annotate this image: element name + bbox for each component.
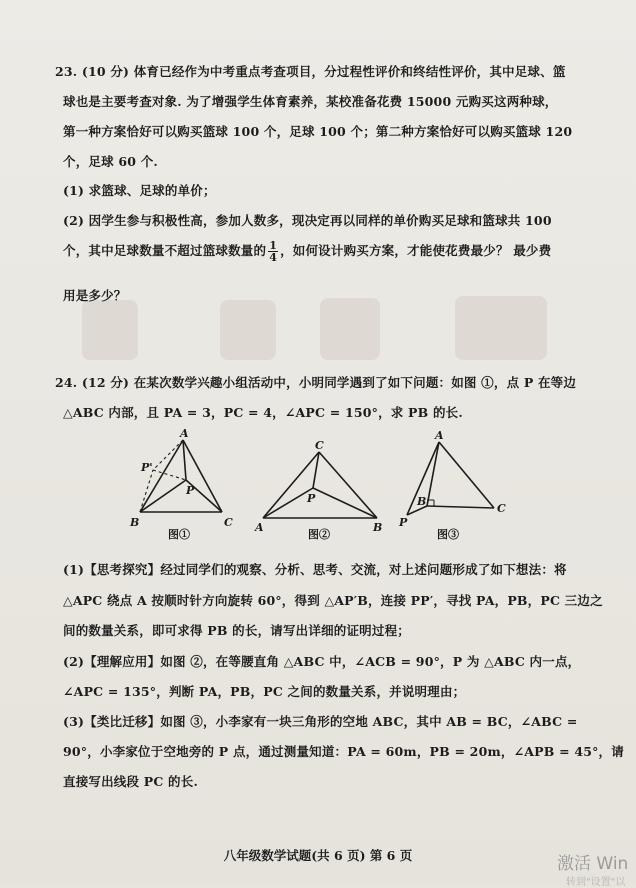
fraction-numerator: 1 bbox=[269, 239, 278, 252]
bleed-through-shape bbox=[320, 298, 380, 360]
q23-line-2: 球也是主要考查对象. 为了增强学生体育素养，某校准备花费 15000 元购买这两种球， bbox=[63, 94, 558, 109]
q23-line-3: 第一种方案恰好可以购买篮球 100 个，足球 100 个；第二种方案恰好可以购买篮球 120 bbox=[63, 124, 573, 139]
q24-line-1: 24. (12 分) 在某次数学兴趣小组活动中，小明同学遇到了如下问题：如图 ①，点 P 在等边 bbox=[55, 375, 577, 390]
q24-part-3-line-1: (3)【类比迁移】如图 ③，小李家有一块三角形的空地 ABC，其中 AB = BC，∠ABC = bbox=[63, 714, 578, 729]
q23-part-2-line-2 bbox=[63, 240, 608, 263]
bleed-through-shape bbox=[82, 300, 138, 360]
fig2-label-B: B bbox=[373, 521, 383, 534]
q24-line-2: △ABC 内部，且 PA = 3，PC = 4，∠APC = 150°，求 PB 的长. bbox=[63, 405, 463, 420]
q23-part-2-text-b: ，如何设计购买方案，才能使花费最少？ 最少费 bbox=[280, 243, 552, 258]
q24-part-2-line-2: ∠APC = 135°，判断 PA，PB，PC 之间的数量关系，并说明理由； bbox=[63, 684, 466, 699]
q24-part-3-line-2: 90°，小李家位于空地旁的 P 点，通过测量知道：PA = 60m，PB = 20m，∠APB = 45°，请 bbox=[63, 744, 624, 759]
fig1-label-B: B bbox=[130, 516, 140, 529]
fig2-caption: 图② bbox=[308, 528, 330, 541]
q24-part-1-line-3: 间的数量关系，即可求得 PB 的长，请写出详细的证明过程； bbox=[63, 623, 410, 638]
fig3-label-C: C bbox=[497, 502, 506, 515]
fig3-label-B: B bbox=[417, 495, 427, 508]
q23-part-2-text-a: 个，其中足球数量不超过篮球数量的 bbox=[63, 243, 267, 258]
activation-watermark: 激活 Win bbox=[557, 854, 629, 874]
fig2-label-A: A bbox=[255, 521, 264, 534]
bleed-through-shape bbox=[220, 300, 276, 360]
fig1-label-C: C bbox=[224, 516, 233, 529]
q23-part-1: (1) 求篮球、足球的单价； bbox=[63, 183, 216, 198]
activation-watermark-sub: 转到"设置"以 bbox=[566, 877, 626, 888]
figure-1 bbox=[130, 427, 250, 542]
fig1-label-A: A bbox=[180, 427, 189, 440]
q23-part-2-line-1: (2) 因学生参与积极性高，参加人数多，现决定再以同样的单价购买足球和篮球共 100 bbox=[63, 213, 552, 228]
q24-part-2-line-1: (2)【理解应用】如图 ②，在等腰直角 △ABC 中，∠ACB = 90°，P 为 △ABC 内一点， bbox=[63, 654, 581, 669]
fraction-one-quarter bbox=[268, 240, 278, 263]
figure-3 bbox=[397, 430, 517, 542]
fig3-label-A: A bbox=[435, 429, 444, 442]
figure-2 bbox=[253, 440, 393, 540]
q24-part-1-line-2: △APC 绕点 A 按顺时针方向旋转 60°，得到 △AP′B，连接 PP′，寻找 PA，PB，PC 三边之 bbox=[63, 593, 603, 608]
fig1-label-P: P bbox=[186, 484, 195, 497]
fraction-denominator: 4 bbox=[269, 251, 278, 264]
fig3-caption: 图③ bbox=[437, 528, 459, 541]
page-footer: 八年级数学试题(共 6 页) 第 6 页 bbox=[223, 848, 413, 863]
q23-line-4: 个，足球 60 个. bbox=[63, 154, 158, 169]
fig2-label-C: C bbox=[315, 439, 324, 452]
fig2-label-P: P bbox=[307, 492, 316, 505]
q24-part-1-line-1: (1)【思考探究】经过同学们的观察、分析、思考、交流，对上述问题形成了如下想法：将 bbox=[63, 562, 567, 577]
q23-line-1: 23. (10 分) 体育已经作为中考重点考查项目，分过程性评价和终结性评价，其中足球、篮 bbox=[55, 64, 566, 79]
fig1-caption: 图① bbox=[168, 528, 190, 541]
fig3-label-P: P bbox=[399, 516, 408, 529]
q24-part-3-line-3: 直接写出线段 PC 的长. bbox=[63, 774, 199, 789]
fig1-label-P-prime: P' bbox=[141, 461, 153, 474]
q23-part-2-line-3: 用是多少？ bbox=[63, 288, 127, 303]
bleed-through-shape bbox=[455, 296, 547, 360]
